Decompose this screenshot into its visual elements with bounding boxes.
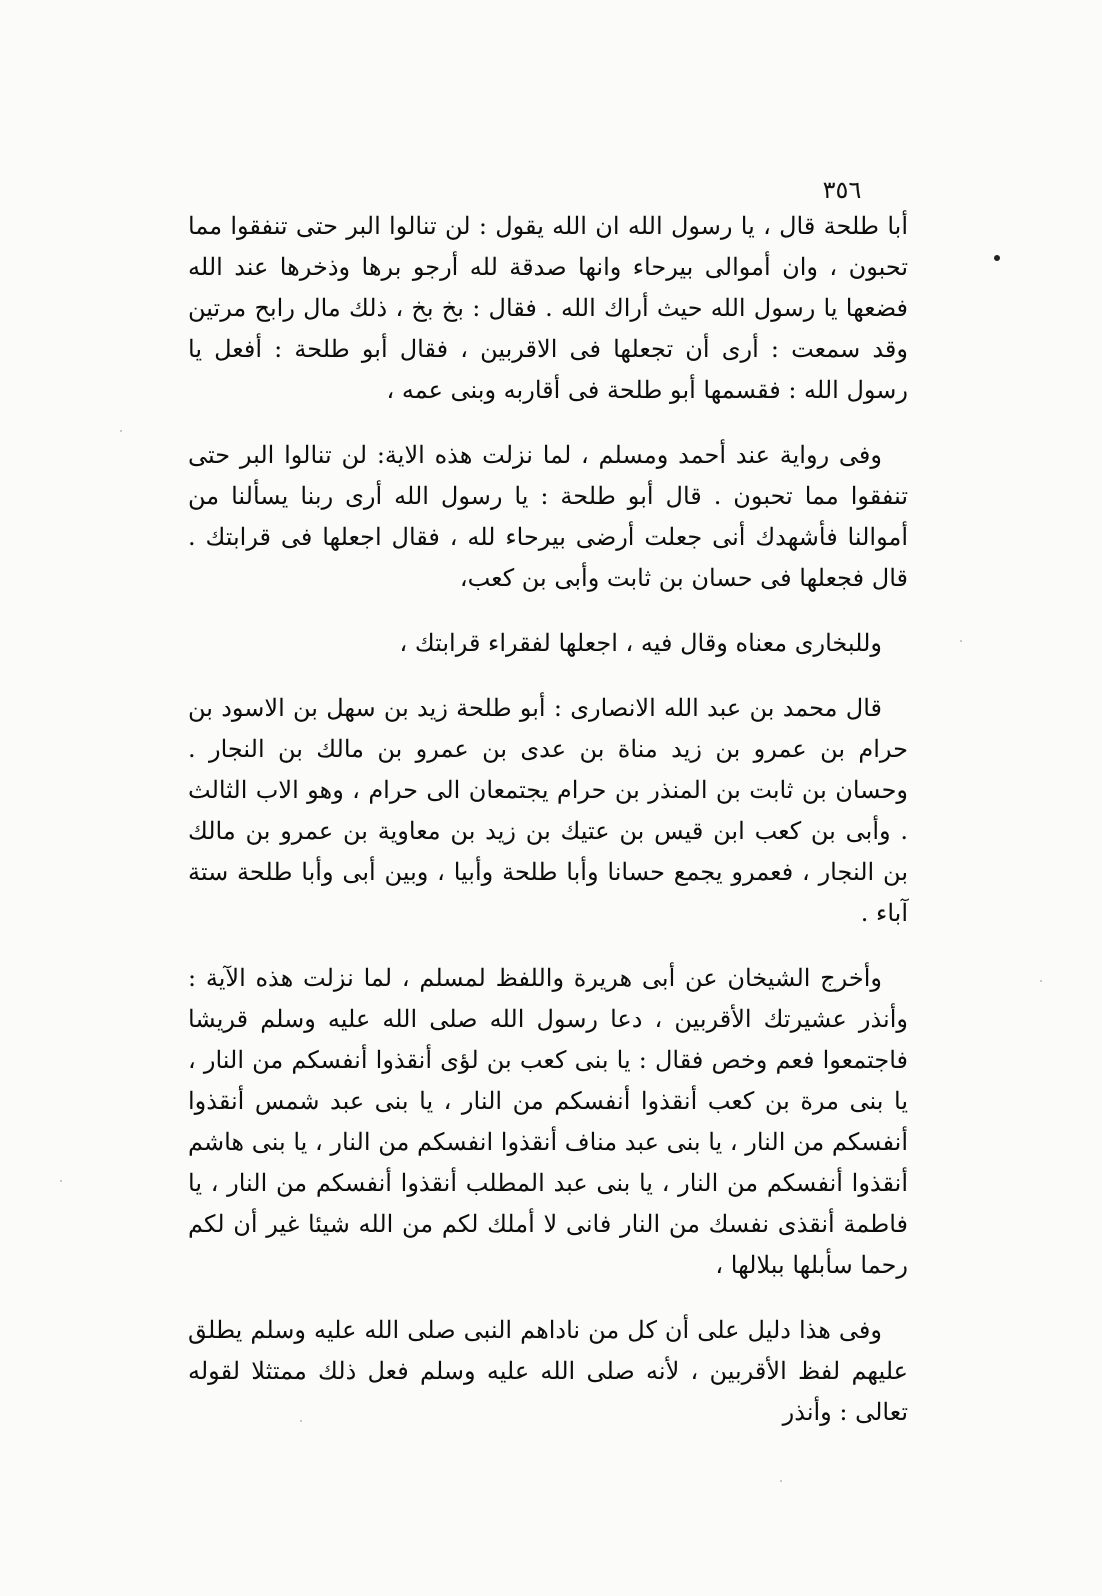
paper-speck [120, 430, 122, 432]
paragraph-6: وفى هذا دليل على أن كل من ناداهم النبى صلى الله عليه وسلم يطلق عليهم لفظ الأقربين ، لأنه صلى الله عليه وسلم فعل ذلك ممتثلا لقوله تعالى : وأنذر [188, 1316, 908, 1426]
paper-speck [60, 1180, 62, 1182]
paper-speck [300, 1420, 302, 1422]
paragraph-2: وفى رواية عند أحمد ومسلم ، لما نزلت هذه الاية: لن تنالوا البر حتى تنفقوا مما تحبون . قال أبو طلحة : يا رسول الله أرى ربنا يسألنا من أموالنا فأشهدك أنى جعلت أرضى بيرحاء لله ، فقال اجعلها فى قرابتك . قال فجعلها فى حسان بن ثابت وأبى بن كعب، [188, 441, 908, 592]
paragraph-1: أبا طلحة قال ، يا رسول الله ان الله يقول : لن تنالوا البر حتى تنفقوا مما تحبون ، وان أموالى بيرحاء وانها صدقة لله أرجو برها وذخرها عند الله فضعها يا رسول الله حيث أراك الله . فقال : بخ بخ ، ذلك مال رابح مرتين وقد سمعت : أرى أن تجعلها فى الاقربين ، فقال أبو طلحة : أفعل يا رسول الله : فقسمها أبو طلحة فى أقاربه وبنى عمه ، [188, 212, 908, 404]
paragraph-3: وللبخارى معناه وقال فيه ، اجعلها لفقراء قرابتك ، [399, 629, 882, 657]
body-text [188, 206, 908, 1457]
paper-speck [1040, 980, 1042, 982]
page-number: ٣٥٦ [822, 176, 862, 204]
ink-dot [994, 255, 1000, 261]
paragraph-5: وأخرج الشيخان عن أبى هريرة واللفظ لمسلم ، لما نزلت هذه الآية : وأنذر عشيرتك الأقربين ، دعا رسول الله صلى الله عليه وسلم قريشا فاجتمعوا فعم وخص فقال : يا بنى كعب بن لؤى أنقذوا أنفسكم من النار ، يا بنى مرة بن كعب أنقذوا أنفسكم من النار ، يا بنى عبد شمس أنقذوا أنفسكم من النار ، يا بنى عبد مناف أنقذوا انفسكم من النار ، يا بنى هاشم أنقذوا أنفسكم من النار ، يا بنى عبد المطلب أنقذوا أنفسكم من النار ، يا فاطمة أنقذى نفسك من النار فانى لا أملك لكم من الله شيئا غير أن لكم رحما سأبلها ببلالها ، [188, 964, 909, 1279]
paper-speck [780, 1480, 782, 1482]
paper-speck [960, 640, 962, 642]
paragraph-4: قال محمد بن عبد الله الانصارى : أبو طلحة زيد بن سهل بن الاسود بن حرام بن عمرو بن زيد مناة بن عدى بن عمرو بن مالك بن النجار . وحسان بن ثابت بن المنذر بن حرام يجتمعان الى حرام ، وهو الاب الثالث . وأبى بن كعب ابن قيس بن عتيك بن زيد بن معاوية بن عمرو بن مالك بن النجار ، فعمرو يجمع حسانا وأبا طلحة وأبيا ، وبين أبى وأبا طلحة ستة آباء . [188, 694, 908, 927]
